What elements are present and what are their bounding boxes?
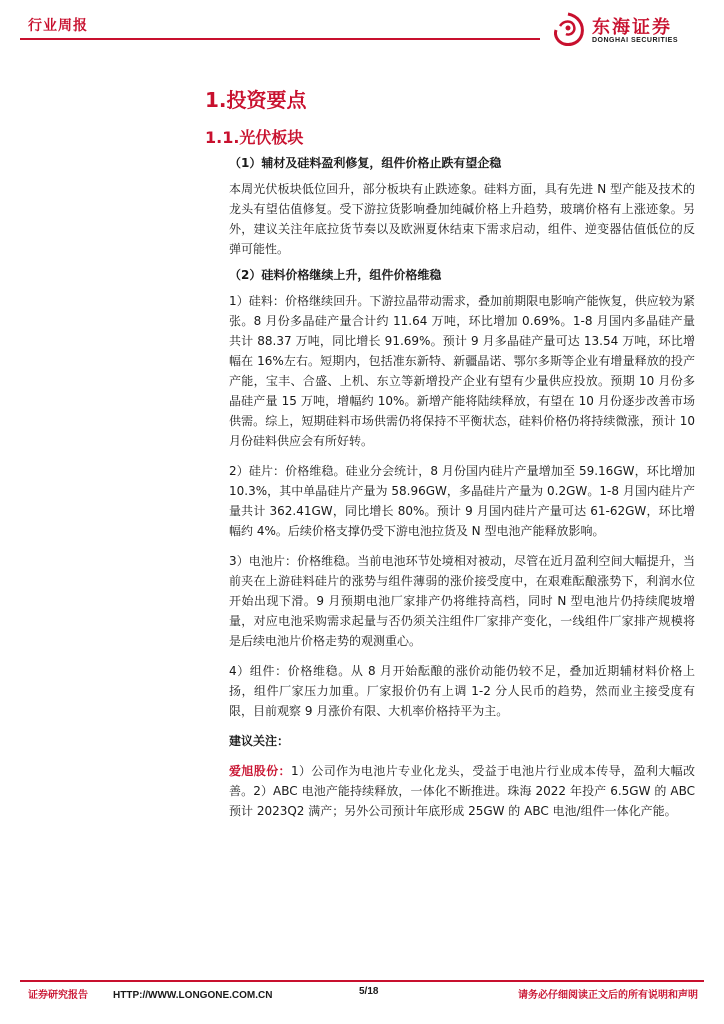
- report-type-label: 行业周报: [28, 18, 88, 34]
- subheading-1: （1）辅材及硅料盈利修复，组件价格止跌有望企稳: [229, 156, 502, 170]
- company-logo: [548, 8, 708, 52]
- footer-url-link[interactable]: HTTP://WWW.LONGONE.COM.CN: [113, 990, 273, 1001]
- paragraph-overview: 本周光伏板块低位回升，部分板块有止跌迹象。硅料方面，具有先进 N 型产能及技术的龙头有望估值修复。受下游拉货影响叠加纯碱价格上升趋势，玻璃价格有上涨迹象。另外，建议关注年底拉货节奏以及欧洲夏休结束下需求启动，组件、逆变器估值低位的反弹可能性。: [229, 182, 695, 256]
- main-content: [229, 153, 695, 821]
- logo-mark-icon: [548, 10, 588, 50]
- recommend-text: 1）公司作为电池片专业化龙头，受益于电池片行业成本传导，盈利大幅改善。2）ABC 电池产能持续释放，一体化不断推进。珠海 2022 年投产 6.5GW 的 ABC 预计 2023Q2 满产；另外公司预计年底形成 25GW 的 ABC 电池/组件一体化产能。: [229, 764, 695, 818]
- page-number: 5/18: [359, 986, 379, 997]
- paragraph-module: 4）组件：价格维稳。从 8 月开始酝酿的涨价动能仍较不足，叠加近期辅材料价格上扬，组件厂家压力加重。厂家报价仍有上调 1-2 分人民币的趋势，然而业主接受度有限，目前观察 9 月涨价有限、大机率价格持平为主。: [229, 664, 695, 718]
- paragraph-cell: 3）电池片：价格维稳。当前电池环节处境相对被动，尽管在近月盈利空间大幅提升，当前夹在上游硅料硅片的涨势与组件薄弱的涨价接受度中，在艰难酝酿涨势下，利润水位开始出现下滑。9 月预期电池厂家排产仍将维持高档，同时 N 型电池片仍持续爬坡增量，对应电池采购需求起量与否仍须关注组件厂家排产变化，一线组件厂家排产规模将是后续电池片价格走势的观测重心。: [229, 554, 695, 648]
- footer-divider: [20, 980, 704, 982]
- logo-text-en: DONGHAI SECURITIES: [592, 37, 679, 44]
- recommend-company: 爱旭股份：: [229, 764, 291, 778]
- recommend-title: 建议关注：: [229, 734, 290, 748]
- page-header: [0, 0, 724, 60]
- footer-disclaimer: 请务必仔细阅读正文后的所有说明和声明: [518, 990, 698, 1001]
- header-divider: [20, 38, 540, 40]
- subheading-2: （2）硅料价格继续上升，组件价格维稳: [229, 268, 442, 282]
- recommend-paragraph: [229, 761, 695, 821]
- paragraph-wafer: 2）硅片：价格维稳。硅业分会统计，8 月份国内硅片产量增加至 59.16GW，环比增加 10.3%，其中单晶硅片产量为 58.96GW，多晶硅片产量为 0.2GW。1-8 月国内硅片产量共计 362.41GW，同比增长 80%。预计 9 月国内硅片产量可达 61-62GW，环比增幅约 4%。后续价格支撑仍受下游电池拉货及 N 型电池产能释放影响。: [229, 464, 695, 538]
- footer-report-label: 证券研究报告: [28, 990, 88, 1001]
- paragraph-polysilicon: 1）硅料：价格继续回升。下游拉晶带动需求，叠加前期限电影响产能恢复，供应较为紧张。8 月份多晶硅产量合计约 11.64 万吨，环比增加 0.69%。1-8 月国内多晶硅产量共计 88.37 万吨，同比增长 91.69%。预计 9 月多晶硅产量可达 13.54 万吨，环比增幅在 16%左右。短期内，包括准东新特、新疆晶诺、鄂尔多斯等企业有增量释放的投产产能，宝丰、合盛、上机、东立等新增投产企业有望有少量供应投放。预期 10 月份多晶硅产量 15 万吨，增幅约 10%。新增产能将陆续释放，有望在 10 月份逐步改善市场供需。综上，短期硅料市场供需仍将保持不平衡状态，硅料价格仍将持续微涨，预计 10 月份硅料供应会有所好转。: [229, 294, 695, 448]
- page-footer: [0, 980, 724, 1024]
- section-heading-1: 1.投资要点: [205, 88, 307, 112]
- logo-text-cn: 东海证券: [592, 17, 672, 38]
- footer-left: [28, 986, 272, 1001]
- section-heading-1-1: 1.1.光伏板块: [205, 128, 304, 147]
